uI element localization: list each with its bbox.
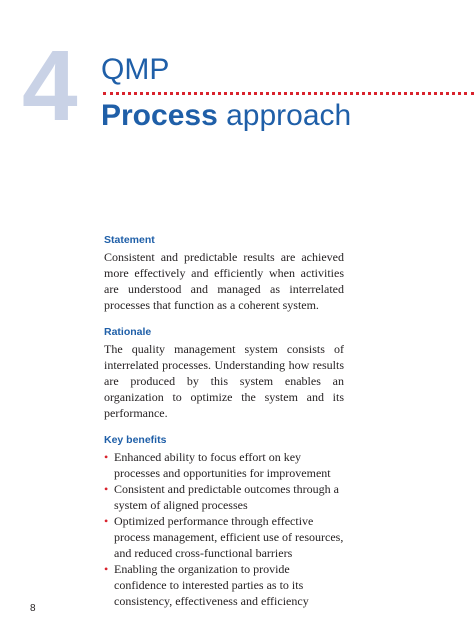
dotted-divider <box>103 92 474 95</box>
statement-text: Consistent and predictable results are achieved more effectively and efficiently when activities are understood and managed as interrelated processes that function as a coherent system. <box>104 250 344 312</box>
bullet-icon: • <box>104 562 109 576</box>
benefit-item <box>104 481 344 513</box>
chapter-number: 4 <box>22 30 74 142</box>
benefit-text: Enhanced ability to focus effort on key processes and opportunities for improvement <box>114 450 331 480</box>
benefit-text: Consistent and predictable outcomes through a system of aligned processes <box>114 482 339 512</box>
statement-heading: Statement <box>104 234 155 246</box>
benefit-item <box>104 449 344 481</box>
bullet-icon: • <box>104 450 109 464</box>
key-benefits-heading: Key benefits <box>104 434 167 446</box>
benefit-item <box>104 513 344 561</box>
content-column <box>104 233 344 609</box>
bullet-icon: • <box>104 482 109 496</box>
page-title <box>101 98 351 134</box>
benefit-text: Optimized performance through effective process management, efficient use of resources, and reduced cross-functional barriers <box>114 514 344 560</box>
qmp-label: QMP <box>101 53 170 86</box>
rationale-heading: Rationale <box>104 326 152 338</box>
bullet-icon: • <box>104 514 109 528</box>
title-light: approach <box>226 99 352 132</box>
benefit-text: Enabling the organization to provide confidence to interested parties as to its consistency, effectiveness and efficiency <box>114 562 309 608</box>
page-number: 8 <box>30 603 36 614</box>
title-bold: Process <box>101 99 218 132</box>
benefit-item <box>104 561 344 609</box>
key-benefits-list <box>104 449 344 609</box>
rationale-text: The quality management system consists of interrelated processes. Understanding how results are produced by this system enables an organization to optimize the system and its performance. <box>104 342 344 420</box>
